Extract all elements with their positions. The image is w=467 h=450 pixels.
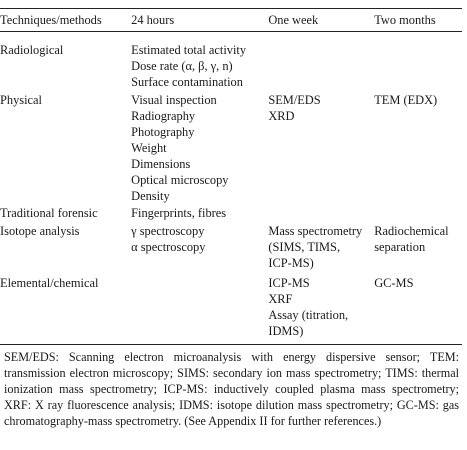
method-item: Optical microscopy	[131, 173, 229, 187]
table-top-rule	[0, 8, 462, 9]
method-item: (SIMS, TIMS,	[268, 240, 341, 254]
method-item: IDMS)	[268, 324, 304, 338]
table-row-physical	[0, 92, 462, 205]
cell-two-months	[374, 205, 462, 223]
table-bottom-rule	[0, 344, 462, 345]
method-item: TEM (EDX)	[374, 93, 438, 107]
table-row-traditional-forensic	[0, 205, 462, 223]
method-item: Radiochemical	[374, 224, 449, 238]
header-one-week: One week	[268, 13, 319, 27]
technique-cell: Traditional forensic	[0, 206, 98, 220]
method-item: Weight	[131, 141, 167, 155]
method-item: γ spectroscopy	[131, 224, 205, 238]
cell-one-week	[268, 223, 374, 275]
technique-cell: Radiological	[0, 43, 64, 57]
method-item: Surface contamination	[131, 75, 243, 89]
method-item: separation	[374, 240, 426, 254]
method-item: Mass spectrometry	[268, 224, 363, 238]
header-24-hours: 24 hours	[131, 13, 175, 27]
method-item: Fingerprints, fibres	[131, 206, 227, 220]
technique-cell: Physical	[0, 93, 42, 107]
cell-24-hours	[131, 223, 268, 275]
header-two-months: Two months	[374, 13, 436, 27]
technique-cell: Isotope analysis	[0, 224, 80, 238]
method-item: Radiography	[131, 109, 196, 123]
method-item: Dimensions	[131, 157, 191, 171]
table-row-isotope-analysis	[0, 223, 462, 275]
table-header-row	[0, 12, 462, 35]
method-item: XRD	[268, 109, 295, 123]
header-techniques: Techniques/methods	[0, 13, 102, 27]
method-item: Density	[131, 189, 170, 203]
cell-one-week	[268, 205, 374, 223]
method-item: ICP-MS)	[268, 256, 314, 270]
cell-24-hours	[131, 275, 268, 341]
cell-two-months	[374, 92, 462, 205]
method-item: Dose rate (α, β, γ, n)	[131, 59, 233, 73]
table-row-radiological	[0, 35, 462, 92]
method-item: GC-MS	[374, 276, 414, 290]
method-item: SEM/EDS	[268, 93, 321, 107]
table-row-elemental-chemical	[0, 275, 462, 341]
cell-one-week	[268, 275, 374, 341]
cell-24-hours	[131, 205, 268, 223]
technique-cell: Elemental/chemical	[0, 276, 99, 290]
method-item: Photography	[131, 125, 195, 139]
cell-one-week	[268, 92, 374, 205]
method-item: Visual inspection	[131, 93, 217, 107]
cell-one-week	[268, 35, 374, 92]
method-item: XRF	[268, 292, 293, 306]
method-item: α spectroscopy	[131, 240, 206, 254]
method-item: Assay (titration,	[268, 308, 349, 322]
cell-24-hours	[131, 35, 268, 92]
techniques-table	[0, 12, 462, 341]
method-item: ICP-MS	[268, 276, 310, 290]
cell-two-months	[374, 35, 462, 92]
cell-two-months	[374, 223, 462, 275]
table-footnote: SEM/EDS: Scanning electron microanalysis with energy dispersive sensor; TEM: transmission electron microscopy; SIMS: secondary ion mass spectrometry; TIMS: thermal ionization mass spectrometry; ICP-MS: inductively coupled plasma mass spectrometry; XRF: X ray fluorescence analysis; IDMS: isotope dilution mass spectrometry; GC-MS: gas chromatography-mass spectrometry. (See Appendix II for further references.)	[4, 350, 459, 428]
cell-two-months	[374, 275, 462, 341]
method-item: Estimated total activity	[131, 43, 247, 57]
cell-24-hours	[131, 92, 268, 205]
